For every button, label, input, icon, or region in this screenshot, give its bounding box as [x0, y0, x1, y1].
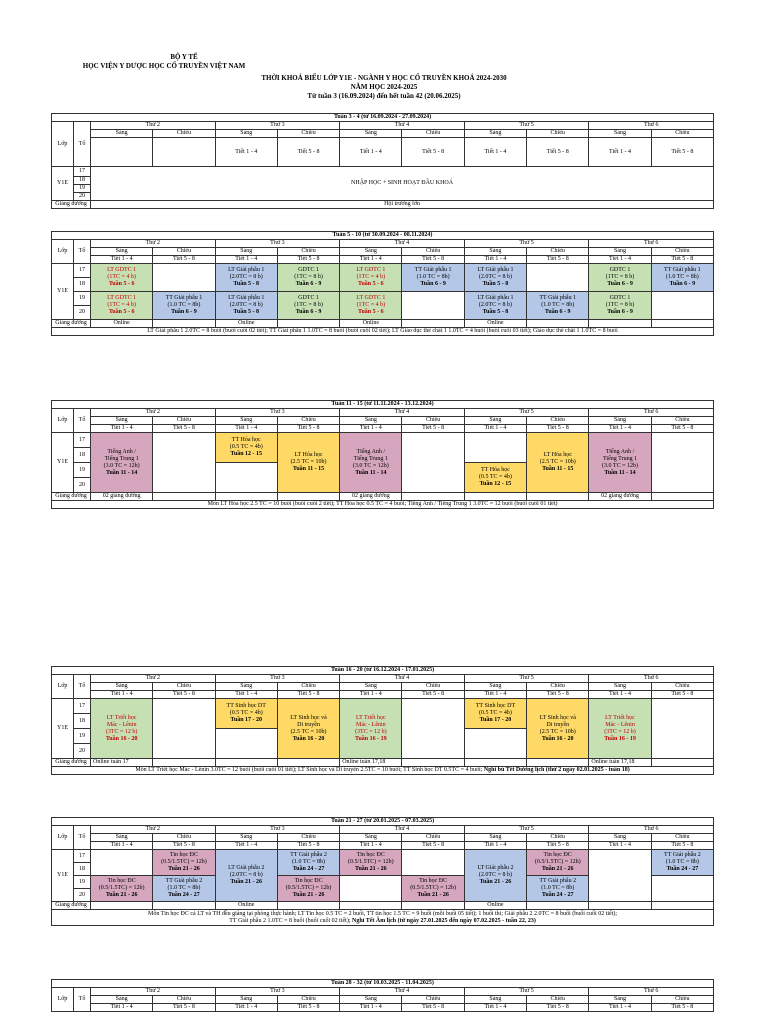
session-chieu: Chiều: [651, 834, 713, 842]
group-20: 20: [74, 744, 91, 759]
session-tt-giai-phau: TT Giải phẫu 1 (1.0 TC = 8b) Tuần 6 - 9: [527, 292, 589, 320]
session-sang: Sáng: [589, 248, 651, 256]
col-to: Tổ: [74, 826, 91, 850]
session-sang: Sáng: [589, 996, 651, 1004]
session-sang: Sáng: [589, 130, 651, 138]
period-5-8: Tiết 5 - 8: [527, 842, 589, 850]
period-5-8: Tiết 5 - 8: [402, 842, 464, 850]
room-online: Online tuần 17,18: [589, 759, 651, 767]
period-1-4: Tiết 1 - 4: [589, 691, 651, 699]
period-1-4: Tiết 1 - 4: [464, 425, 526, 433]
group-19: 19: [74, 185, 91, 193]
day-thu5: Thứ 5: [464, 826, 589, 834]
session-gdtc: GDTC 1 (1TC = 8 b) Tuần 6 - 9: [277, 264, 339, 292]
room-value: 02 giảng đường: [91, 493, 153, 501]
period-5-8: Tiết 5 - 8: [651, 425, 713, 433]
period-5-8: Tiết 5 - 8: [153, 425, 215, 433]
block-title: Tuần 5 - 10 (từ 30.09.2024 - 08.11.2024): [52, 232, 714, 240]
room-label: Giảng đường: [52, 493, 91, 501]
session-lt-sinh-hoc: LT Sinh học và Di truyền (2.5 TC = 10b) Tuần 16 - 20: [527, 699, 589, 759]
session-sang: Sáng: [464, 834, 526, 842]
session-lt-gdtc: LT GDTC 1 (1TC = 4 b) Tuần 5 - 6: [340, 264, 402, 292]
room-online: Online: [464, 902, 526, 910]
session-tt-giai-phau: TT Giải phẫu 1 (1.0 TC = 8b) Tuần 6 - 9: [153, 292, 215, 320]
period-1-4: Tiết 1 - 4: [340, 691, 402, 699]
day-thu6: Thứ 6: [589, 988, 714, 996]
day-thu6: Thứ 6: [589, 122, 714, 130]
period-1-4: Tiết 1 - 4: [340, 1004, 402, 1012]
period-1-4: Tiết 1 - 4: [91, 691, 153, 699]
session-sang: Sáng: [215, 248, 277, 256]
day-thu2: Thứ 2: [91, 826, 216, 834]
period-5-8: Tiết 5 - 8: [277, 691, 339, 699]
session-lt-giai-phau: LT Giải phẫu 1 (2.0TC = 8 b) Tuần 5 - 8: [215, 292, 277, 320]
period-1-4: Tiết 1 - 4: [589, 842, 651, 850]
session-tin-hoc: Tin học ĐC (0.5/1.5TC) = 12b) Tuần 21 - 26: [91, 876, 153, 902]
session-gdtc: GDTC 1 (1TC = 8 b) Tuần 6 - 9: [277, 292, 339, 320]
class-label: Y1E: [52, 699, 74, 759]
group-19: 19: [74, 463, 91, 478]
session-lt-hoa-hoc: LT Hóa học (2.5 TC = 10b) Tuần 11 - 15: [527, 433, 589, 493]
period-1-4: Tiết 1 - 4: [340, 138, 402, 167]
period-5-8: Tiết 5 - 8: [277, 1004, 339, 1012]
session-chieu: Chiều: [402, 683, 464, 691]
period-5-8: Tiết 5 - 8: [651, 842, 713, 850]
session-chieu: Chiều: [277, 130, 339, 138]
timetable-weeks-21-27: [51, 817, 714, 926]
timetable-weeks-28-32: [51, 979, 714, 1012]
session-chieu: Chiều: [527, 130, 589, 138]
session-chieu: Chiều: [277, 834, 339, 842]
block-title: Tuần 28 - 32 (từ 10.03.2025 - 11.04.2025): [52, 980, 714, 988]
session-chieu: Chiều: [651, 248, 713, 256]
col-lop: Lớp: [52, 409, 74, 433]
room-online: Online: [215, 902, 277, 910]
col-to: Tổ: [74, 240, 91, 264]
session-chieu: Chiều: [651, 683, 713, 691]
group-17: 17: [74, 264, 91, 278]
day-thu4: Thứ 4: [340, 988, 465, 996]
day-thu2: Thứ 2: [91, 122, 216, 130]
session-sang: Sáng: [91, 417, 153, 425]
session-tt-giai-phau-2: TT Giải phẫu 2 (1.0 TC = 8b) Tuần 24 - 27: [527, 876, 589, 902]
day-thu5: Thứ 5: [464, 122, 589, 130]
group-20: 20: [74, 193, 91, 201]
session-chieu: Chiều: [402, 248, 464, 256]
day-thu5: Thứ 5: [464, 409, 589, 417]
group-19: 19: [74, 292, 91, 306]
col-lop: Lớp: [52, 675, 74, 699]
day-thu2: Thứ 2: [91, 988, 216, 996]
session-lt-gdtc: LT GDTC 1 (1TC = 4 b) Tuần 5 - 6: [91, 292, 153, 320]
session-tt-hoa-hoc: TT Hóa học (0.5 TC = 4b) Tuần 12 - 15: [215, 433, 277, 463]
period-5-8: Tiết 5 - 8: [402, 138, 464, 167]
session-chieu: Chiều: [651, 417, 713, 425]
col-lop: Lớp: [52, 122, 74, 167]
session-sang: Sáng: [215, 417, 277, 425]
col-lop: Lớp: [52, 826, 74, 850]
group-17: 17: [74, 167, 91, 177]
day-thu4: Thứ 4: [340, 675, 465, 683]
header-ministry: BỘ Y TẾ: [170, 53, 198, 61]
period-1-4: Tiết 1 - 4: [91, 1004, 153, 1012]
room-online: Online: [215, 320, 277, 328]
group-20: 20: [74, 306, 91, 320]
block-note: LT Giải phẫu 1 2.0TC = 8 buổi (buổi cuối 02 tiết); TT Giải phẫu 1 1.0TC = 8 buổi (buổi cuối 02 tiết); LT Giáo dục thể chất 1 1.0TC = 4 buổi (buổi cuối 03 tiết); Giáo dục thể chất 1 1.0TC = 8 buổi: [52, 328, 714, 336]
day-thu4: Thứ 4: [340, 240, 465, 248]
session-tt-sinh-hoc: TT Sinh học DT (0.5 TC = 4b) Tuần 17 - 20: [464, 699, 526, 729]
session-sang: Sáng: [340, 417, 402, 425]
period-5-8: Tiết 5 - 8: [651, 1004, 713, 1012]
session-chieu: Chiều: [153, 996, 215, 1004]
room-online: Online: [340, 320, 402, 328]
period-5-8: Tiết 5 - 8: [527, 691, 589, 699]
session-sang: Sáng: [464, 248, 526, 256]
session-chieu: Chiều: [277, 683, 339, 691]
session-sang: Sáng: [91, 996, 153, 1004]
period-5-8: Tiết 5 - 8: [527, 425, 589, 433]
period-1-4: Tiết 1 - 4: [215, 256, 277, 264]
session-sang: Sáng: [340, 683, 402, 691]
day-thu6: Thứ 6: [589, 826, 714, 834]
day-thu4: Thứ 4: [340, 409, 465, 417]
period-5-8: Tiết 5 - 8: [153, 256, 215, 264]
block-title: Tuần 21 - 27 (từ 20.01.2025 - 07.03.2025): [52, 818, 714, 826]
group-19: 19: [74, 729, 91, 744]
block-title: Tuần 11 - 15 (từ 11.11.2024 - 13.12.2024): [52, 401, 714, 409]
session-chieu: Chiều: [527, 248, 589, 256]
day-thu4: Thứ 4: [340, 122, 465, 130]
session-sang: Sáng: [464, 683, 526, 691]
session-sang: Sáng: [340, 248, 402, 256]
session-tin-hoc: Tin học ĐC (0.5/1.5TC) = 12b) Tuần 21 - 26: [527, 850, 589, 876]
timetable-weeks-11-15: [51, 400, 714, 509]
period-1-4: Tiết 1 - 4: [215, 1004, 277, 1012]
header-academy: HỌC VIỆN Y DƯỢC HỌC CỔ TRUYỀN VIỆT NAM: [82, 62, 246, 70]
day-thu2: Thứ 2: [91, 675, 216, 683]
period-5-8: Tiết 5 - 8: [277, 256, 339, 264]
session-chieu: Chiều: [651, 130, 713, 138]
col-to: Tổ: [74, 675, 91, 699]
session-chieu: Chiều: [402, 417, 464, 425]
session-sang: Sáng: [589, 417, 651, 425]
period-5-8: Tiết 5 - 8: [277, 842, 339, 850]
period-5-8: Tiết 5 - 8: [402, 691, 464, 699]
session-chieu: Chiều: [277, 248, 339, 256]
class-label: Y1E: [52, 850, 74, 902]
session-sang: Sáng: [340, 996, 402, 1004]
period-1-4: Tiết 1 - 4: [464, 691, 526, 699]
timetable-weeks-5-10: [51, 231, 714, 336]
period-5-8: Tiết 5 - 8: [651, 256, 713, 264]
group-17: 17: [74, 433, 91, 448]
session-tin-hoc: Tin học ĐC (0.5/1.5TC) = 12b) Tuần 21 - 26: [277, 876, 339, 902]
group-18: 18: [74, 278, 91, 292]
room-online: Online: [464, 320, 526, 328]
period-1-4: Tiết 1 - 4: [589, 425, 651, 433]
period-1-4: Tiết 1 - 4: [464, 842, 526, 850]
day-thu3: Thứ 3: [215, 409, 340, 417]
session-tt-sinh-hoc: TT Sinh học DT (0.5 TC = 4b) Tuần 17 - 20: [215, 699, 277, 729]
period-5-8: Tiết 5 - 8: [527, 1004, 589, 1012]
col-to: Tổ: [74, 122, 91, 167]
session-lt-triet-hoc: LT Triết học Mác - Lênin (3TC = 12 b) Tuần 16 - 20: [91, 699, 153, 759]
period-1-4: Tiết 1 - 4: [215, 138, 277, 167]
session-tin-hoc: Tin học ĐC (0.5/1.5TC) = 12b) Tuần 21 - 26: [153, 850, 215, 876]
header-range: Từ tuần 3 (16.09.2024) đến hết tuần 42 (20.06.2025): [307, 92, 461, 100]
day-thu5: Thứ 5: [464, 988, 589, 996]
session-chieu: Chiều: [527, 417, 589, 425]
period-1-4: Tiết 1 - 4: [589, 138, 651, 167]
class-label: Y1E: [52, 433, 74, 493]
session-lt-giai-phau-2: LT Giải phẫu 2 (2.0TC = 8 b) Tuần 21 - 26: [464, 850, 526, 902]
period-5-8: Tiết 5 - 8: [153, 691, 215, 699]
session-lt-triet-hoc: LT Triết học Mác - Lênin (3TC = 12 b) Tuần 16 - 19: [340, 699, 402, 759]
day-thu6: Thứ 6: [589, 240, 714, 248]
period-5-8: Tiết 5 - 8: [651, 691, 713, 699]
room-value: Hội trường lớn: [91, 201, 714, 209]
session-sang: Sáng: [91, 130, 153, 138]
block-note: Môn LT Triết học Mác - Lênin 3.0TC = 12 buổi (buổi cuối 01 tiết); LT Sinh học và Di truyền 2.5TC = 10 buổi; TT Sinh học DT 0.5TC = 4 buổi; Nghỉ bù Tết Dương lịch (thứ 2 ngày 02.01.2025 - tuần 18): [52, 767, 714, 775]
room-value: 02 giảng đường: [340, 493, 402, 501]
day-thu3: Thứ 3: [215, 826, 340, 834]
session-tin-hoc: Tin học ĐC (0.5/1.5TC) = 12b) Tuần 21 - 26: [402, 876, 464, 902]
day-thu3: Thứ 3: [215, 988, 340, 996]
col-to: Tổ: [74, 988, 91, 1012]
period-1-4: Tiết 1 - 4: [589, 1004, 651, 1012]
day-thu3: Thứ 3: [215, 240, 340, 248]
day-thu3: Thứ 3: [215, 675, 340, 683]
group-20: 20: [74, 478, 91, 493]
group-20: 20: [74, 889, 91, 902]
period-5-8: Tiết 5 - 8: [527, 138, 589, 167]
class-label: Y1E: [52, 264, 74, 320]
session-gdtc: GDTC 1 (1TC = 8 b) Tuần 6 - 9: [589, 264, 651, 292]
session-sang: Sáng: [589, 834, 651, 842]
day-thu3: Thứ 3: [215, 122, 340, 130]
block-note: Môn LT Hóa học 2.5 TC = 10 buổi (buổi cuối 2 tiết); TT Hóa học 0.5 TC = 4 buổi; Tiếng Anh / Tiếng Trung 1 3.0TC = 12 buổi (buổi cuối 01 tiết): [52, 501, 714, 509]
session-chieu: Chiều: [402, 834, 464, 842]
day-thu5: Thứ 5: [464, 240, 589, 248]
period-1-4: Tiết 1 - 4: [91, 425, 153, 433]
day-thu2: Thứ 2: [91, 409, 216, 417]
session-chieu: Chiều: [153, 248, 215, 256]
session-sang: Sáng: [215, 996, 277, 1004]
session-sang: Sáng: [464, 417, 526, 425]
room-online: Online tuần 17: [91, 759, 153, 767]
session-lt-giai-phau: LT Giải phẫu 1 (2.0TC = 8 b) Tuần 5 - 8: [464, 264, 526, 292]
session-sang: Sáng: [340, 834, 402, 842]
room-label: Giảng đường: [52, 320, 91, 328]
session-sang: Sáng: [215, 683, 277, 691]
period-1-4: Tiết 1 - 4: [464, 138, 526, 167]
session-lt-hoa-hoc: LT Hóa học (2.5 TC = 10b) Tuần 11 - 15: [277, 433, 339, 493]
session-chieu: Chiều: [527, 996, 589, 1004]
session-tieng-anh: Tiếng Anh / Tiếng Trung 1 (3.0 TC = 12b) Tuần 11 - 14: [340, 433, 402, 493]
session-tt-giai-phau-2: TT Giải phẫu 2 (1.0 TC = 8b) Tuần 24 - 27: [277, 850, 339, 876]
group-17: 17: [74, 699, 91, 714]
session-chieu: Chiều: [153, 683, 215, 691]
group-19: 19: [74, 876, 91, 889]
session-chieu: Chiều: [527, 834, 589, 842]
period-1-4: Tiết 1 - 4: [589, 256, 651, 264]
period-1-4: Tiết 1 - 4: [340, 842, 402, 850]
session-sang: Sáng: [340, 130, 402, 138]
session-chieu: Chiều: [153, 130, 215, 138]
session-chieu: Chiều: [277, 996, 339, 1004]
orientation-content: NHẬP HỌC + SINH HOẠT ĐẦU KHOÁ: [91, 167, 714, 201]
session-chieu: Chiều: [402, 130, 464, 138]
col-to: Tổ: [74, 409, 91, 433]
block-title: Tuần 16 - 20 (từ 16.12.2024 - 17.01.2025): [52, 667, 714, 675]
session-chieu: Chiều: [651, 996, 713, 1004]
group-18: 18: [74, 714, 91, 729]
period-1-4: Tiết 1 - 4: [340, 425, 402, 433]
session-tin-hoc: Tin học ĐC (0.5/1.5TC) = 12b) Tuần 21 - 26: [340, 850, 402, 876]
room-value: 02 giảng đường: [589, 493, 651, 501]
session-sang: Sáng: [91, 683, 153, 691]
day-thu2: Thứ 2: [91, 240, 216, 248]
session-lt-giai-phau: LT Giải phẫu 1 (2.0TC = 8 b) Tuần 5 - 8: [215, 264, 277, 292]
period-5-8: Tiết 5 - 8: [277, 425, 339, 433]
room-online: Online tuần 17,18: [340, 759, 402, 767]
period-1-4: Tiết 1 - 4: [340, 256, 402, 264]
session-sang: Sáng: [589, 683, 651, 691]
period-5-8: Tiết 5 - 8: [277, 138, 339, 167]
session-lt-gdtc: LT GDTC 1 (1TC = 4 b) Tuần 5 - 6: [340, 292, 402, 320]
day-thu4: Thứ 4: [340, 826, 465, 834]
session-chieu: Chiều: [402, 996, 464, 1004]
period-1-4: Tiết 1 - 4: [215, 842, 277, 850]
day-thu5: Thứ 5: [464, 675, 589, 683]
session-sang: Sáng: [215, 834, 277, 842]
day-thu6: Thứ 6: [589, 675, 714, 683]
header-year: NĂM HỌC 2024-2025: [350, 83, 418, 91]
group-18: 18: [74, 863, 91, 876]
period-5-8: Tiết 5 - 8: [153, 1004, 215, 1012]
session-tt-giai-phau-2: TT Giải phẫu 2 (1.0 TC = 8b) Tuần 24 - 27: [651, 850, 713, 876]
session-tt-giai-phau-2: TT Giải phẫu 2 (1.0 TC = 8b) Tuần 24 - 27: [153, 876, 215, 902]
period-1-4: Tiết 1 - 4: [464, 256, 526, 264]
day-thu6: Thứ 6: [589, 409, 714, 417]
timetable-weeks-16-20: [51, 666, 714, 775]
period-1-4: Tiết 1 - 4: [91, 256, 153, 264]
room-label: Giảng đường: [52, 902, 91, 910]
session-sang: Sáng: [464, 130, 526, 138]
period-5-8: Tiết 5 - 8: [402, 256, 464, 264]
period-5-8: Tiết 5 - 8: [402, 425, 464, 433]
session-chieu: Chiều: [153, 834, 215, 842]
session-lt-gdtc: LT GDTC 1 (1TC = 4 b) Tuần 5 - 6: [91, 264, 153, 292]
session-chieu: Chiều: [277, 417, 339, 425]
period-1-4: Tiết 1 - 4: [215, 691, 277, 699]
session-sang: Sáng: [464, 996, 526, 1004]
period-1-4: Tiết 1 - 4: [215, 425, 277, 433]
block-title: Tuần 3 - 4 (từ 16.09.2024 - 27.09.2024): [52, 114, 714, 122]
period-5-8: Tiết 5 - 8: [651, 138, 713, 167]
session-tt-giai-phau: TT Giải phẫu 1 (1.0 TC = 8b) Tuần 6 - 9: [402, 264, 464, 292]
session-sang: Sáng: [91, 834, 153, 842]
class-label: Y1E: [52, 167, 74, 201]
session-gdtc: GDTC 1 (1TC = 8 b) Tuần 6 - 9: [589, 292, 651, 320]
col-lop: Lớp: [52, 988, 74, 1012]
timetable-weeks-3-4: [51, 113, 714, 209]
session-lt-sinh-hoc: LT Sinh học và Di truyền (2.5 TC = 10b) Tuần 16 - 20: [277, 699, 339, 759]
session-sang: Sáng: [91, 248, 153, 256]
session-lt-triet-hoc: LT Triết học Mác - Lênin (3TC = 12 b) Tuần 16 - 19: [589, 699, 651, 759]
block-note: Môn Tin học ĐC cả LT và TH đều giảng tại phòng thực hành; LT Tin học 0.5 TC = 2 buổi, TT tin học 1.5 TC = 9 buổi (mỗi buổi 05 tiết); 1 buổi thi; Giải phẫu 2 2.0TC = 8 buổi (buổi cuối 02 tiết); TT Giải phẫu 2 1.0TC = 8 buổi (buổi cuối 02 tiết); Nghỉ Tết Âm lịch (từ ngày 27.01.2025 đến ngày 07.02.2025 - tuần 22, 23): [52, 910, 714, 926]
group-18: 18: [74, 177, 91, 185]
session-chieu: Chiều: [527, 683, 589, 691]
room-online: Online: [91, 320, 153, 328]
col-lop: Lớp: [52, 240, 74, 264]
group-17: 17: [74, 850, 91, 863]
group-18: 18: [74, 448, 91, 463]
session-tt-giai-phau: TT Giải phẫu 1 (1.0 TC = 8b) Tuần 6 - 9: [651, 264, 713, 292]
period-5-8: Tiết 5 - 8: [527, 256, 589, 264]
session-chieu: Chiều: [153, 417, 215, 425]
header-title: THỜI KHOÁ BIỂU LỚP Y1E - NGÀNH Y HỌC CỔ TRUYỀN KHOÁ 2024-2030: [261, 74, 507, 82]
session-tieng-anh: Tiếng Anh / Tiếng Trung 1 (3.0 TC = 12b) Tuần 11 - 14: [91, 433, 153, 493]
period-5-8: Tiết 5 - 8: [153, 842, 215, 850]
room-label: Giảng đường: [52, 201, 91, 209]
session-tt-hoa-hoc: TT Hóa học (0.5 TC = 4b) Tuần 12 - 15: [464, 463, 526, 493]
period-1-4: Tiết 1 - 4: [91, 842, 153, 850]
period-5-8: Tiết 5 - 8: [402, 1004, 464, 1012]
session-sang: Sáng: [215, 130, 277, 138]
session-lt-giai-phau-2: LT Giải phẫu 2 (2.0TC = 8 b) Tuần 21 - 26: [215, 850, 277, 902]
period-1-4: Tiết 1 - 4: [464, 1004, 526, 1012]
session-tieng-anh: Tiếng Anh / Tiếng Trung 1 (3.0 TC = 12b) Tuần 11 - 14: [589, 433, 651, 493]
session-lt-giai-phau: LT Giải phẫu 1 (2.0TC = 8 b) Tuần 5 - 8: [464, 292, 526, 320]
room-label: Giảng đường: [52, 759, 91, 767]
